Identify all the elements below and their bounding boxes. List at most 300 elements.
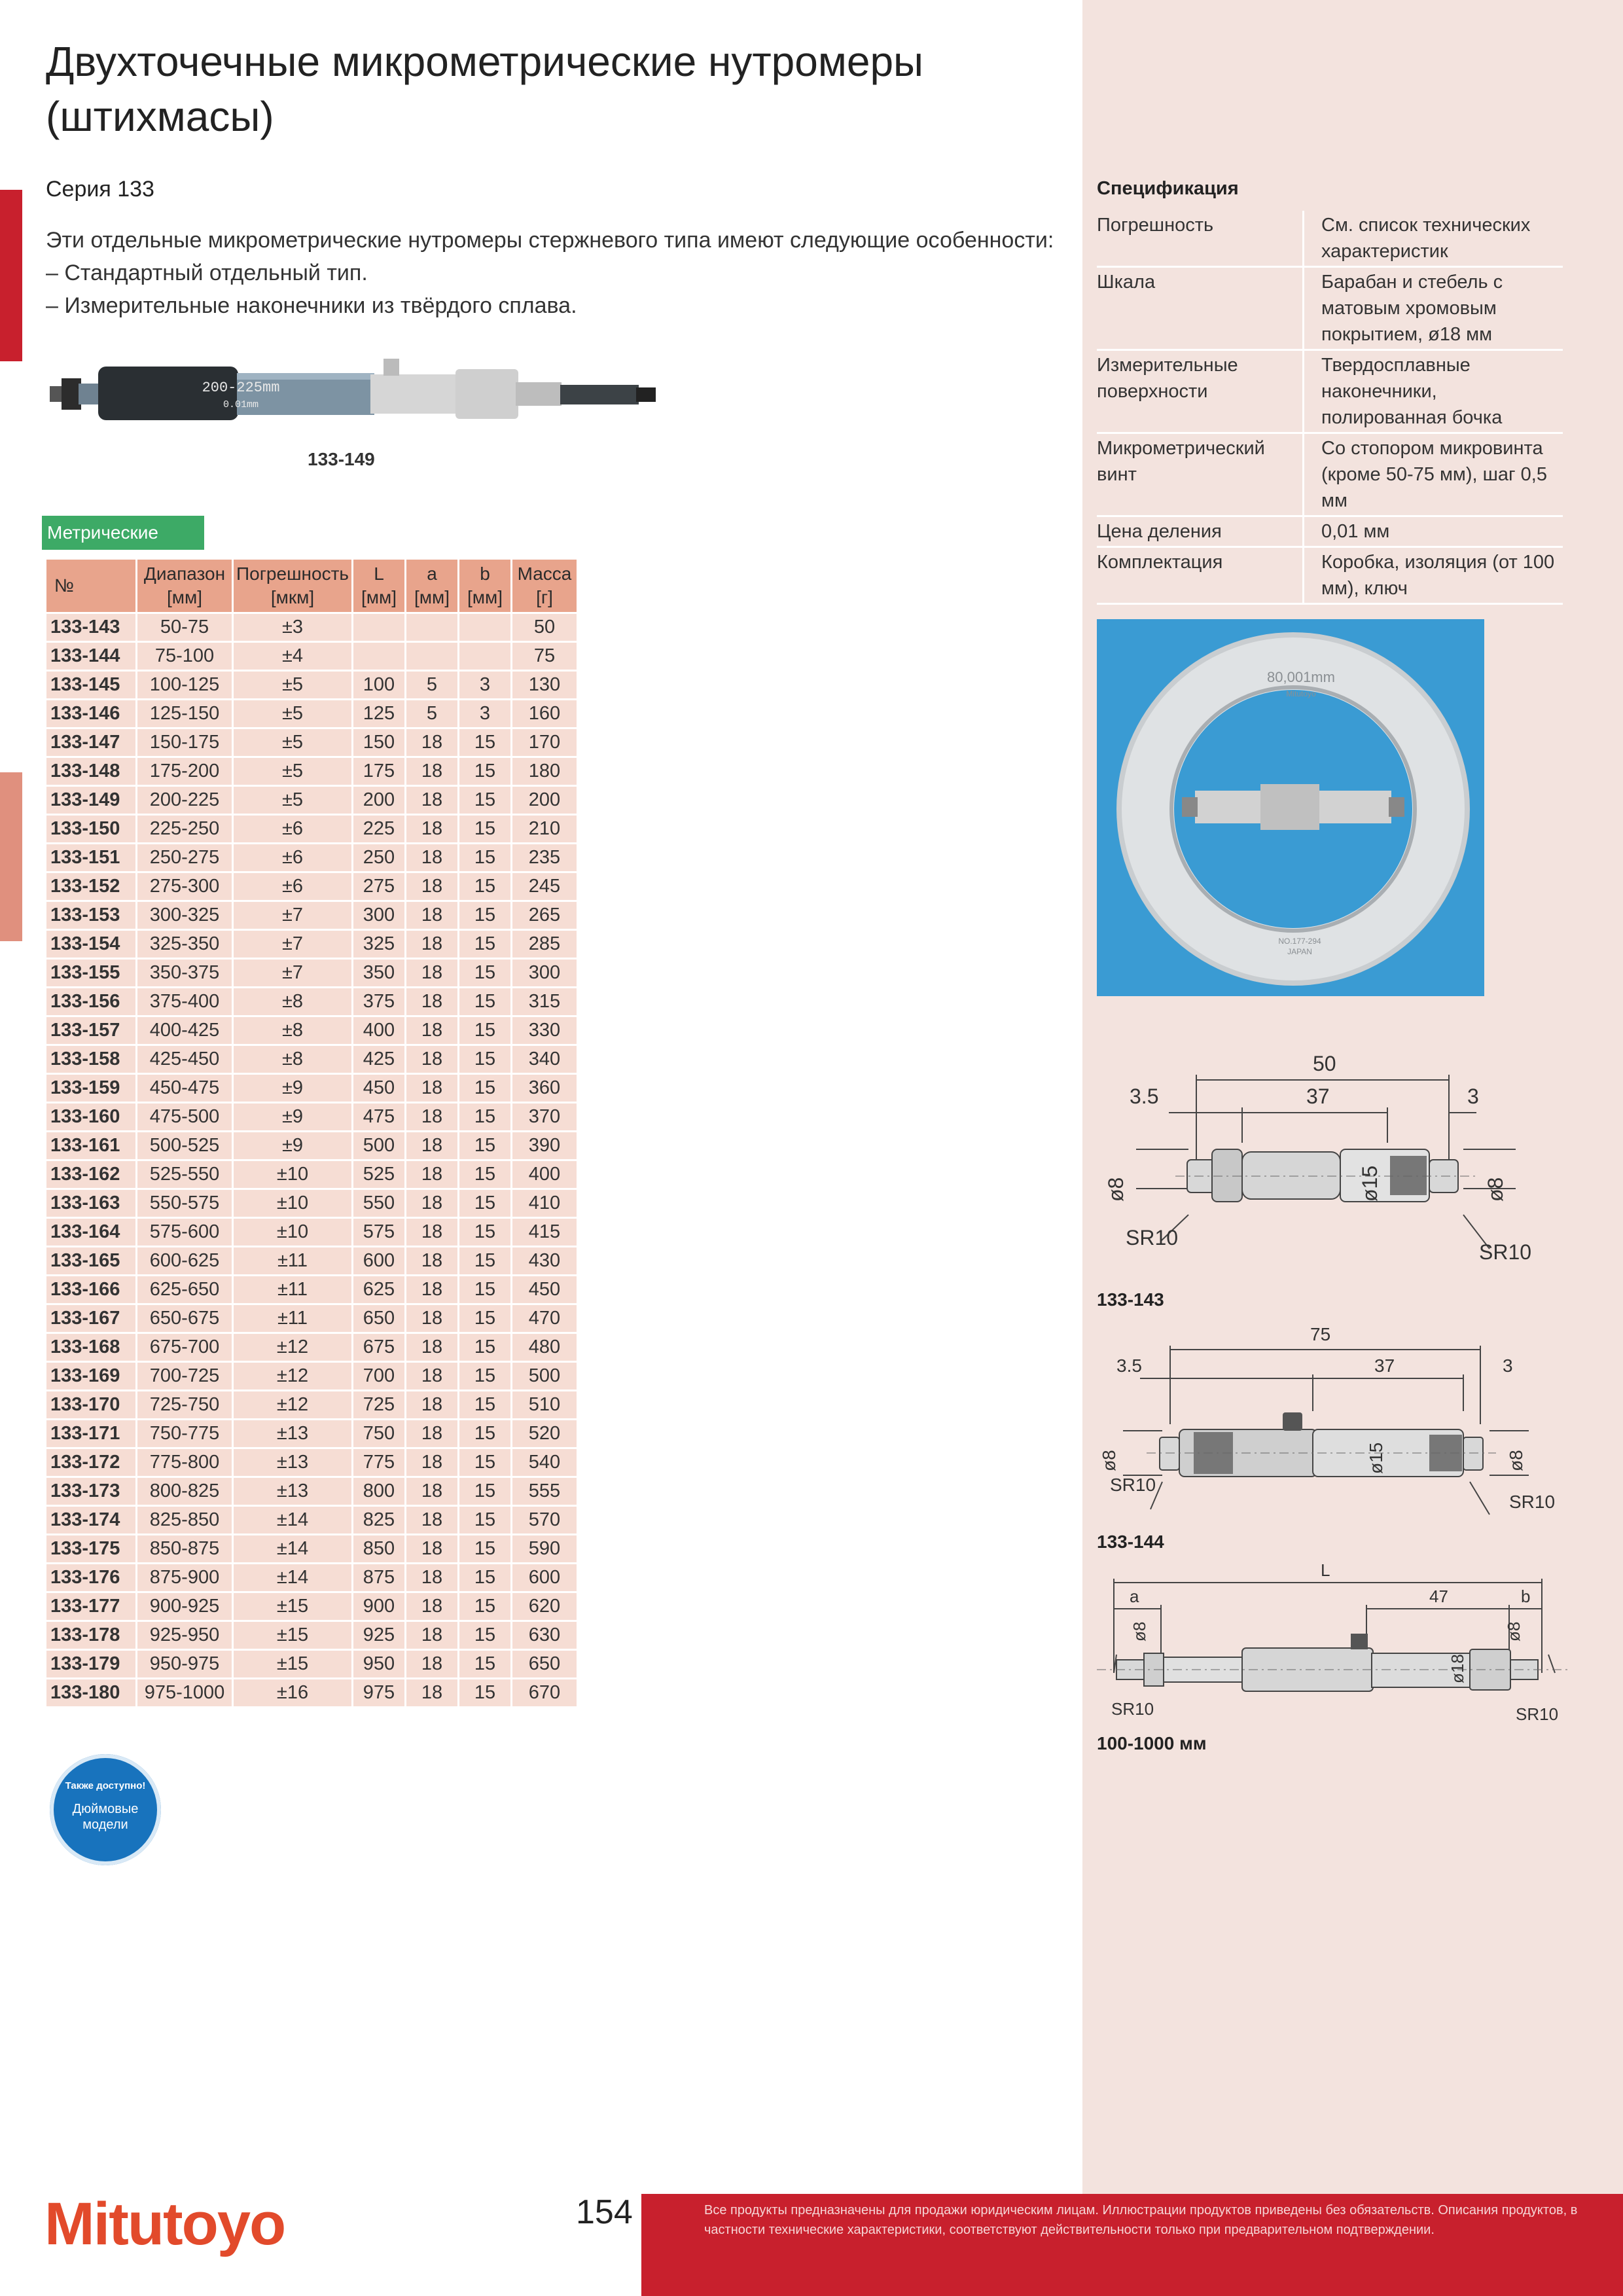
table-cell: 18: [406, 758, 457, 785]
table-cell: 18: [406, 1363, 457, 1390]
spec-row: [1097, 351, 1563, 434]
ring-size-text: 80,001mm: [1267, 669, 1335, 685]
table-cell: 370: [512, 1103, 577, 1130]
dim-dia-left: ø8: [1099, 1450, 1119, 1471]
table-row: [46, 1679, 577, 1706]
models-table: [45, 558, 579, 1708]
table-cell: 590: [512, 1535, 577, 1562]
model-code-cell: 133-153: [46, 902, 135, 929]
brand-logo: Mitutoyo: [45, 2191, 285, 2257]
model-code-cell: 133-175: [46, 1535, 135, 1562]
drawing-caption: 133-144: [1097, 1532, 1164, 1552]
table-cell: 975: [353, 1679, 404, 1706]
spec-value: 0,01 мм: [1302, 517, 1563, 546]
table-cell: 18: [406, 1190, 457, 1217]
table-row: [46, 931, 577, 958]
table-cell: 700: [353, 1363, 404, 1390]
table-cell: 18: [406, 1046, 457, 1073]
model-code-cell: 133-160: [46, 1103, 135, 1130]
table-cell: 18: [406, 873, 457, 900]
table-cell: [406, 643, 457, 670]
table-cell: 15: [459, 1564, 510, 1591]
table-cell: 555: [512, 1478, 577, 1505]
model-code-cell: 133-156: [46, 988, 135, 1015]
table-cell: ±14: [234, 1564, 351, 1591]
table-cell: 15: [459, 1391, 510, 1418]
table-row: [46, 1017, 577, 1044]
table-cell: ±16: [234, 1679, 351, 1706]
dim-sr-left: SR10: [1111, 1699, 1154, 1719]
model-code-cell: 133-145: [46, 672, 135, 698]
table-cell: 15: [459, 1247, 510, 1274]
table-cell: 620: [512, 1593, 577, 1620]
table-cell: 850: [353, 1535, 404, 1562]
table-cell: ±9: [234, 1075, 351, 1102]
table-cell: 18: [406, 1276, 457, 1303]
table-cell: 450: [512, 1276, 577, 1303]
table-cell: 850-875: [137, 1535, 232, 1562]
table-row: [46, 844, 577, 871]
table-row: [46, 1075, 577, 1102]
table-cell: 500: [353, 1132, 404, 1159]
pink-edge-tab: [0, 772, 22, 941]
table-cell: 18: [406, 1103, 457, 1130]
table-cell: 100-125: [137, 672, 232, 698]
model-code-cell: 133-162: [46, 1161, 135, 1188]
table-cell: ±11: [234, 1305, 351, 1332]
table-cell: 18: [406, 1132, 457, 1159]
table-cell: 625: [353, 1276, 404, 1303]
table-cell: 15: [459, 1219, 510, 1246]
table-cell: [459, 614, 510, 641]
table-cell: 775: [353, 1449, 404, 1476]
table-row: [46, 758, 577, 785]
table-cell: 15: [459, 1305, 510, 1332]
table-cell: 15: [459, 1679, 510, 1706]
inch-models-badge: [50, 1754, 161, 1865]
spec-row: [1097, 211, 1563, 268]
table-cell: 775-800: [137, 1449, 232, 1476]
table-cell: 425-450: [137, 1046, 232, 1073]
ring-brand-text: Mitutoyo: [1286, 689, 1316, 698]
dim-dia-mid: ø18: [1448, 1654, 1467, 1683]
table-cell: 675-700: [137, 1334, 232, 1361]
model-code-cell: 133-158: [46, 1046, 135, 1073]
table-cell: 18: [406, 1593, 457, 1620]
table-cell: ±12: [234, 1363, 351, 1390]
table-cell: 245: [512, 873, 577, 900]
table-cell: ±10: [234, 1161, 351, 1188]
table-cell: ±14: [234, 1507, 351, 1534]
table-cell: 650-675: [137, 1305, 232, 1332]
red-edge-tab: [0, 190, 22, 361]
model-code-cell: 133-170: [46, 1391, 135, 1418]
table-cell: 235: [512, 844, 577, 871]
table-cell: 570: [512, 1507, 577, 1534]
table-cell: 18: [406, 844, 457, 871]
page-title: Двухточечные микрометрические нутромеры (штихмасы): [46, 38, 924, 140]
spec-row: [1097, 268, 1563, 351]
table-cell: 390: [512, 1132, 577, 1159]
table-cell: 15: [459, 1075, 510, 1102]
model-code-cell: 133-164: [46, 1219, 135, 1246]
table-row: [46, 1161, 577, 1188]
table-cell: ±5: [234, 700, 351, 727]
table-cell: 18: [406, 787, 457, 814]
table-cell: 200: [353, 787, 404, 814]
dim-sr-right: SR10: [1516, 1704, 1559, 1724]
table-cell: ±13: [234, 1478, 351, 1505]
intro-line: – Измерительные наконечники из твёрдого сплава.: [46, 293, 577, 318]
model-code-cell: 133-168: [46, 1334, 135, 1361]
table-row: [46, 988, 577, 1015]
model-code-cell: 133-169: [46, 1363, 135, 1390]
model-code-cell: 133-152: [46, 873, 135, 900]
table-cell: 675: [353, 1334, 404, 1361]
table-cell: ±6: [234, 816, 351, 842]
table-cell: 3: [459, 672, 510, 698]
model-code-cell: 133-143: [46, 614, 135, 641]
drawing-133-144: [1097, 1319, 1556, 1529]
table-cell: 170: [512, 729, 577, 756]
table-cell: [406, 614, 457, 641]
table-cell: 5: [406, 700, 457, 727]
table-cell: 150: [353, 729, 404, 756]
table-cell: 18: [406, 816, 457, 842]
table-row: [46, 672, 577, 698]
model-code-cell: 133-150: [46, 816, 135, 842]
table-cell: 400: [512, 1161, 577, 1188]
intro-line: – Стандартный отдельный тип.: [46, 260, 368, 285]
table-cell: 210: [512, 816, 577, 842]
model-code-cell: 133-147: [46, 729, 135, 756]
dim-sr-left: SR10: [1126, 1226, 1179, 1249]
table-row: [46, 902, 577, 929]
table-cell: 430: [512, 1247, 577, 1274]
metric-tag: Метрические: [42, 516, 204, 550]
table-cell: 925: [353, 1622, 404, 1649]
table-cell: ±9: [234, 1132, 351, 1159]
model-code-cell: 133-163: [46, 1190, 135, 1217]
table-row: [46, 1334, 577, 1361]
table-cell: ±5: [234, 787, 351, 814]
table-cell: ±15: [234, 1651, 351, 1677]
intro-text: [46, 224, 1067, 322]
table-cell: 18: [406, 1075, 457, 1102]
table-cell: 825: [353, 1507, 404, 1534]
table-cell: 525: [353, 1161, 404, 1188]
model-code-cell: 133-176: [46, 1564, 135, 1591]
table-cell: 15: [459, 873, 510, 900]
table-cell: 15: [459, 844, 510, 871]
table-cell: 15: [459, 816, 510, 842]
table-row: [46, 1449, 577, 1476]
table-cell: 15: [459, 1651, 510, 1677]
table-cell: ±10: [234, 1219, 351, 1246]
dim-mid: 47: [1429, 1587, 1448, 1606]
table-cell: 18: [406, 1161, 457, 1188]
spec-row: [1097, 517, 1563, 548]
table-cell: ±6: [234, 844, 351, 871]
table-row: [46, 1420, 577, 1447]
photo-engraving-range: 200-225mm: [202, 380, 280, 396]
model-code-cell: 133-157: [46, 1017, 135, 1044]
ring-origin-text: JAPAN: [1287, 947, 1312, 956]
model-code-cell: 133-146: [46, 700, 135, 727]
table-cell: 15: [459, 1449, 510, 1476]
table-cell: 275: [353, 873, 404, 900]
table-cell: 575: [353, 1219, 404, 1246]
dim-left: 3.5: [1130, 1085, 1159, 1108]
table-cell: 15: [459, 1363, 510, 1390]
table-cell: ±14: [234, 1535, 351, 1562]
table-cell: ±9: [234, 1103, 351, 1130]
badge-small-text: Также доступно!: [65, 1780, 146, 1791]
table-cell: 75-100: [137, 643, 232, 670]
table-row: [46, 1622, 577, 1649]
table-cell: 925-950: [137, 1622, 232, 1649]
spec-heading: Спецификация: [1097, 178, 1239, 199]
table-cell: 250: [353, 844, 404, 871]
table-cell: 300-325: [137, 902, 232, 929]
model-code-cell: 133-161: [46, 1132, 135, 1159]
table-cell: 300: [512, 960, 577, 986]
table-cell: 18: [406, 902, 457, 929]
table-row: [46, 1593, 577, 1620]
table-row: [46, 1305, 577, 1332]
table-cell: ±6: [234, 873, 351, 900]
table-cell: ±7: [234, 960, 351, 986]
table-row: [46, 960, 577, 986]
table-cell: 15: [459, 1276, 510, 1303]
table-row: [46, 1535, 577, 1562]
dim-overall: L: [1321, 1560, 1330, 1580]
table-cell: 18: [406, 1535, 457, 1562]
table-cell: 15: [459, 1593, 510, 1620]
dim-dia-right: ø8: [1484, 1177, 1507, 1202]
table-cell: 550: [353, 1190, 404, 1217]
dim-sr-right: SR10: [1479, 1240, 1532, 1264]
table-cell: 125-150: [137, 700, 232, 727]
column-header: L [мм]: [353, 560, 404, 612]
table-cell: 360: [512, 1075, 577, 1102]
table-cell: 350: [353, 960, 404, 986]
table-cell: 625-650: [137, 1276, 232, 1303]
table-row: [46, 1190, 577, 1217]
table-cell: ±3: [234, 614, 351, 641]
dim-mid: 37: [1306, 1085, 1330, 1108]
table-cell: 15: [459, 931, 510, 958]
column-header: Масса [г]: [512, 560, 577, 612]
table-row: [46, 614, 577, 641]
table-cell: 500: [512, 1363, 577, 1390]
dim-b: b: [1521, 1587, 1531, 1606]
column-header: Диапазон [мм]: [137, 560, 232, 612]
table-cell: 15: [459, 902, 510, 929]
table-row: [46, 1103, 577, 1130]
table-cell: 285: [512, 931, 577, 958]
table-cell: ±8: [234, 1017, 351, 1044]
table-cell: 250-275: [137, 844, 232, 871]
table-row: [46, 1132, 577, 1159]
table-cell: 450: [353, 1075, 404, 1102]
table-cell: 500-525: [137, 1132, 232, 1159]
model-code-cell: 133-151: [46, 844, 135, 871]
table-cell: 600: [512, 1564, 577, 1591]
setting-ring-photo: [1097, 619, 1484, 996]
table-cell: 950-975: [137, 1651, 232, 1677]
table-cell: 15: [459, 1161, 510, 1188]
table-cell: 15: [459, 1017, 510, 1044]
table-cell: 18: [406, 988, 457, 1015]
table-cell: 15: [459, 1420, 510, 1447]
table-cell: 750: [353, 1420, 404, 1447]
dim-dia-mid: ø15: [1366, 1442, 1386, 1474]
table-cell: 18: [406, 1334, 457, 1361]
model-code-cell: 133-144: [46, 643, 135, 670]
table-cell: 50-75: [137, 614, 232, 641]
column-header: a [мм]: [406, 560, 457, 612]
table-cell: [459, 643, 510, 670]
dim-left: 3.5: [1116, 1355, 1142, 1376]
table-cell: 225: [353, 816, 404, 842]
model-code-cell: 133-171: [46, 1420, 135, 1447]
table-cell: 450-475: [137, 1075, 232, 1102]
table-cell: 18: [406, 729, 457, 756]
table-cell: 18: [406, 1305, 457, 1332]
table-cell: 325: [353, 931, 404, 958]
table-cell: 575-600: [137, 1219, 232, 1246]
spec-row: [1097, 548, 1563, 605]
spec-value: Барабан и стебель с матовым хромовым покрытием, ø18 мм: [1302, 268, 1563, 349]
table-cell: 18: [406, 1017, 457, 1044]
table-cell: 18: [406, 1247, 457, 1274]
spec-value: См. список технических характеристик: [1302, 211, 1563, 266]
table-cell: 480: [512, 1334, 577, 1361]
spec-key: Шкала: [1097, 272, 1156, 293]
table-cell: 725: [353, 1391, 404, 1418]
dim-right: 3: [1467, 1085, 1479, 1108]
drawing-caption: 133-143: [1097, 1289, 1164, 1310]
table-cell: 18: [406, 1449, 457, 1476]
badge-main-text: Дюймовые модели: [72, 1802, 139, 1832]
table-cell: 300: [353, 902, 404, 929]
table-cell: 50: [512, 614, 577, 641]
table-cell: 15: [459, 1132, 510, 1159]
spec-value: Со стопором микровинта (кроме 50-75 мм), шаг 0,5 мм: [1302, 434, 1563, 515]
dim-dia-left: ø8: [1130, 1621, 1149, 1641]
intro-line: Эти отдельные микрометрические нутромеры стержневого типа имеют следующие особенности:: [46, 228, 1054, 253]
dim-sr-right: SR10: [1509, 1492, 1556, 1512]
model-code-cell: 133-180: [46, 1679, 135, 1706]
table-cell: 520: [512, 1420, 577, 1447]
dim-dia-left: ø8: [1104, 1177, 1128, 1202]
table-cell: 550-575: [137, 1190, 232, 1217]
table-cell: 3: [459, 700, 510, 727]
spec-value: Твердосплавные наконечники, полированная бочка: [1302, 351, 1563, 432]
spec-key: Комплектация: [1097, 552, 1223, 573]
table-cell: 700-725: [137, 1363, 232, 1390]
table-cell: 900: [353, 1593, 404, 1620]
table-cell: 315: [512, 988, 577, 1015]
table-cell: 130: [512, 672, 577, 698]
footer-disclaimer: Все продукты предназначены для продажи юридическим лицам. Иллюстрации продуктов приведены без обязательств. Описания продуктов, в частности технические характеристики, соответствуют действительности только при предварительном подтверждении.: [704, 2203, 1578, 2237]
table-row: [46, 1391, 577, 1418]
series-label: Серия 133: [46, 177, 154, 202]
spec-key: Микрометрический винт: [1097, 438, 1265, 485]
table-cell: 330: [512, 1017, 577, 1044]
table-cell: 200: [512, 787, 577, 814]
table-cell: 15: [459, 988, 510, 1015]
table-cell: 18: [406, 1391, 457, 1418]
table-cell: ±12: [234, 1334, 351, 1361]
spec-row: [1097, 434, 1563, 517]
table-row: [46, 700, 577, 727]
model-code-cell: 133-178: [46, 1622, 135, 1649]
table-cell: 15: [459, 1535, 510, 1562]
dim-sr-left: SR10: [1110, 1475, 1156, 1495]
dim-right: 3: [1503, 1355, 1513, 1376]
dim-overall: 50: [1313, 1052, 1336, 1075]
table-cell: ±13: [234, 1449, 351, 1476]
table-cell: [353, 643, 404, 670]
table-cell: 400-425: [137, 1017, 232, 1044]
table-cell: 18: [406, 1219, 457, 1246]
table-row: [46, 873, 577, 900]
spec-key: Измерительные поверхности: [1097, 355, 1238, 402]
table-cell: 175-200: [137, 758, 232, 785]
table-cell: 15: [459, 758, 510, 785]
spec-key: Цена деления: [1097, 521, 1222, 542]
table-cell: 160: [512, 700, 577, 727]
table-header-row: [46, 560, 577, 612]
table-cell: 875: [353, 1564, 404, 1591]
photo-engraving-res: 0.01mm: [223, 399, 259, 410]
table-cell: 15: [459, 1334, 510, 1361]
model-code-cell: 133-174: [46, 1507, 135, 1534]
column-header: b [мм]: [459, 560, 510, 612]
table-cell: 470: [512, 1305, 577, 1332]
table-cell: 15: [459, 1046, 510, 1073]
ring-code-text: NO.177-294: [1278, 937, 1321, 946]
table-row: [46, 1219, 577, 1246]
table-cell: ±15: [234, 1593, 351, 1620]
table-row: [46, 1247, 577, 1274]
table-cell: ±7: [234, 931, 351, 958]
table-cell: 18: [406, 960, 457, 986]
model-code-cell: 133-149: [46, 787, 135, 814]
micrometer-photo: [50, 347, 658, 432]
table-cell: ±4: [234, 643, 351, 670]
table-cell: ±11: [234, 1247, 351, 1274]
table-cell: 15: [459, 1622, 510, 1649]
table-cell: 18: [406, 1651, 457, 1677]
table-cell: ±11: [234, 1276, 351, 1303]
table-cell: 225-250: [137, 816, 232, 842]
table-row: [46, 1363, 577, 1390]
table-cell: 265: [512, 902, 577, 929]
table-row: [46, 643, 577, 670]
drawing-133-143: [1097, 1045, 1548, 1267]
table-cell: 150-175: [137, 729, 232, 756]
model-code-cell: 133-165: [46, 1247, 135, 1274]
page-number: 154: [576, 2193, 633, 2231]
table-cell: 175: [353, 758, 404, 785]
table-cell: 18: [406, 1478, 457, 1505]
table-cell: 975-1000: [137, 1679, 232, 1706]
table-cell: 475: [353, 1103, 404, 1130]
model-code-cell: 133-172: [46, 1449, 135, 1476]
